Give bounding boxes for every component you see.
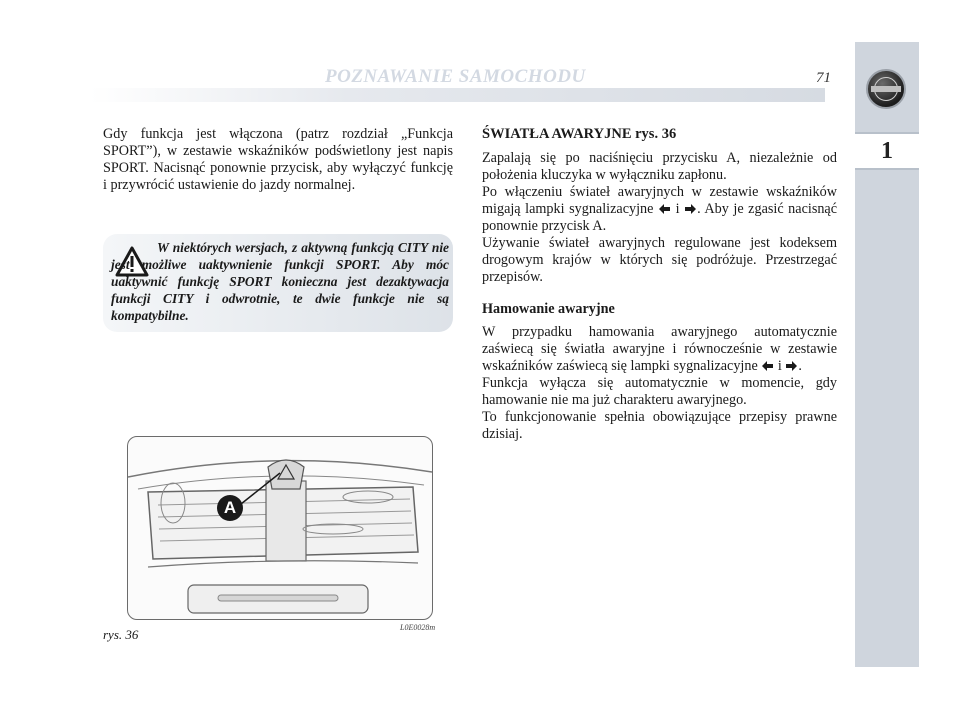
right-column bbox=[482, 126, 837, 443]
dashboard-illustration bbox=[128, 437, 432, 619]
paragraph-3: Używanie świateł awaryjnych regulowane jest kodeksem drogowym krajów w których się podróżuje. Przestrzegać przepisów. bbox=[482, 235, 837, 285]
turn-left-arrow-icon bbox=[658, 203, 671, 215]
paragraph-4: W przypadku hamowania awaryjnego automatycznie zaświecą się światła awaryjne i równocześnie w zestawie wskaźników zaświecą się lampki sygnalizacyjne i . bbox=[482, 324, 837, 374]
chapter-number: 1 bbox=[855, 132, 919, 170]
paragraph-5: Funkcja wyłącza się automatycznie w momencie, gdy hamowanie nie ma już charakteru awaryjnego. bbox=[482, 375, 837, 408]
turn-left-arrow-icon bbox=[761, 360, 774, 372]
turn-right-arrow-icon bbox=[684, 203, 697, 215]
header-bar bbox=[90, 88, 825, 102]
page-number: 71 bbox=[816, 70, 831, 86]
warning-box bbox=[103, 234, 453, 332]
warning-text: W niektórych wersjach, z aktywną funkcją CITY nie jest możliwe uaktywnienie funkcji SPORT. Aby móc uaktywnić funkcję SPORT konieczna jest dezaktywacja funkcji CITY i odwrotnie, te dwie funkcje nie są kompatybilne. bbox=[111, 240, 449, 323]
paragraph-6: To funkcjonowanie spełnia obowiązujące przepisy prawne dzisiaj. bbox=[482, 409, 837, 442]
section-title: ŚWIATŁA AWARYJNE rys. 36 bbox=[482, 126, 677, 142]
figure-caption: rys. 36 bbox=[103, 627, 139, 642]
turn-right-arrow-icon bbox=[785, 360, 798, 372]
figure-code: L0E0028m bbox=[400, 623, 436, 632]
figure-hazard-button bbox=[127, 436, 433, 620]
paragraph-2: Po włączeniu świateł awaryjnych w zestawie wskaźników migają lampki sygnalizacyjne i . Aby je zgasić nacisnąć ponownie przycisk A. bbox=[482, 184, 838, 234]
paragraph-1: Zapalają się po naciśnięciu przycisku A, niezależnie od położenia kluczyka w wyłączniku zapłonu. bbox=[482, 150, 837, 183]
lancia-logo-icon bbox=[866, 69, 906, 109]
left-column bbox=[103, 126, 453, 194]
subsection-title: Hamowanie awaryjne bbox=[482, 301, 615, 317]
intro-paragraph: Gdy funkcja jest włączona (patrz rozdział „Funkcja SPORT”), w zestawie wskaźników podświetlony jest napis SPORT. Nacisnąć ponownie przycisk, aby wyłączyć funkcję i przywrócić ustawienie do jazdy normalnej. bbox=[103, 126, 453, 193]
page-header-title: POZNAWANIE SAMOCHODU bbox=[325, 66, 586, 87]
label-a-marker: A bbox=[217, 495, 243, 521]
